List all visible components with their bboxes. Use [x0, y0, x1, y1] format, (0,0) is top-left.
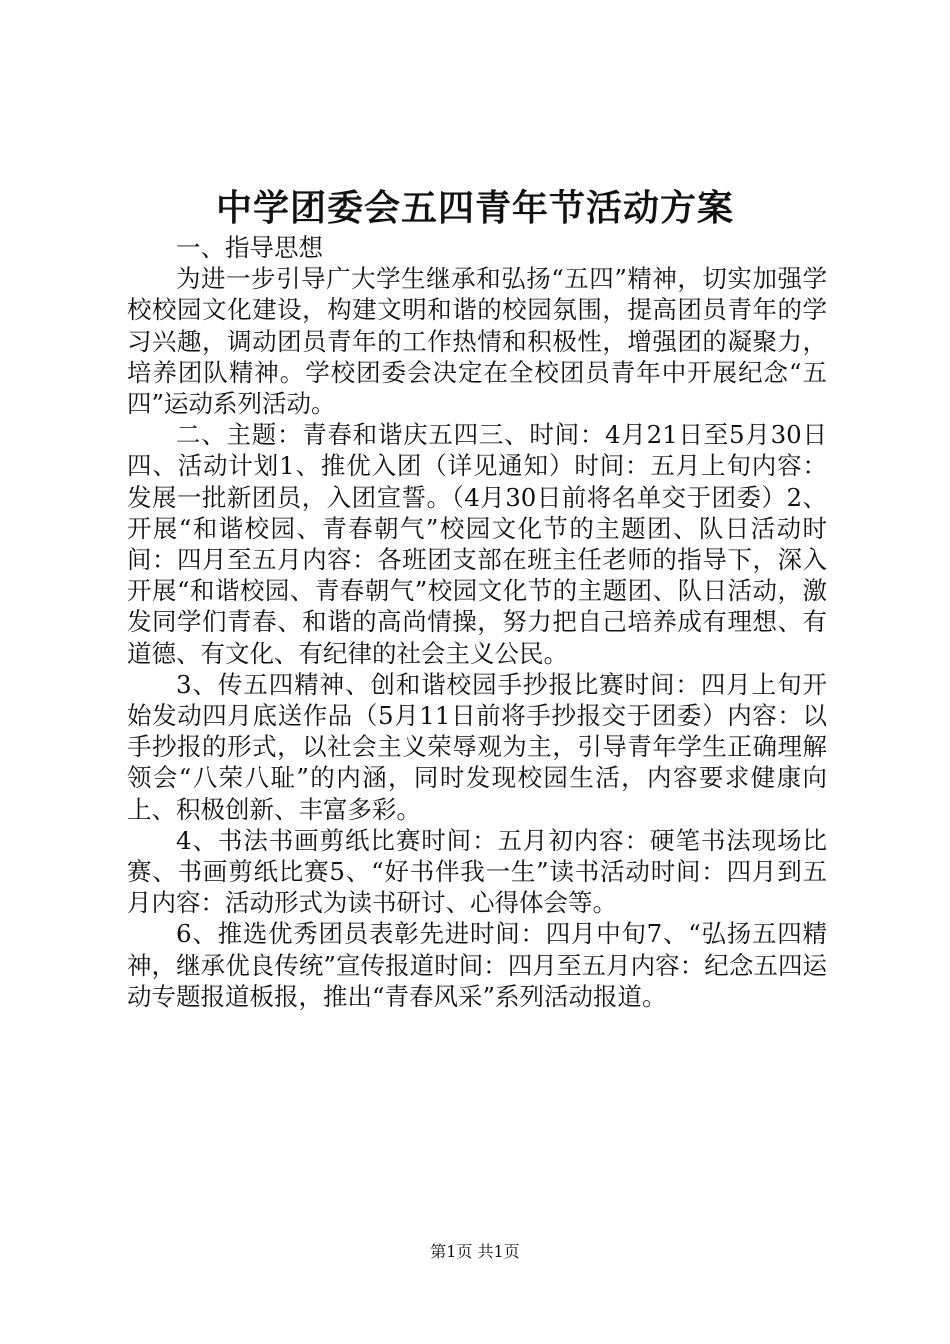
paragraph-guiding-ideology-heading: 一、指导思想 [176, 233, 323, 262]
document-body [127, 232, 827, 1012]
paragraph-guiding-ideology: 为进一步引导广大学生继承和弘扬“五四”精神，切实加强学校校园文化建设，构建文明和谐的校园氛围，提高团员青年的学习兴趣，调动团员青年的工作热情和积极性，增强团的凝聚力，培养团队精神。学校团委会决定在全校团员青年中开展纪念“五四”运动系列活动。 [127, 264, 827, 419]
paragraph-commendation-publicity: 6、推选优秀团员表彰先进时间：四月中旬7、“弘扬五四精神，继承优良传统”宣传报道时间：四月至五月内容：纪念五四运动专题报道板报，推出“青春风采”系列活动报道。 [127, 919, 827, 1011]
paragraph-theme-time-plan: 二、主题：青春和谐庆五四三、时间：4月21日至5月30日四、活动计划1、推优入团（详见通知）时间：五月上旬内容：发展一批新团员，入团宣誓。（4月30日前将名单交于团委）2、开展“和谐校园、青春朝气”校园文化节的主题团、队日活动时间：四月至五月内容：各班团支部在班主任老师的指导下，深入开展“和谐校园、青春朝气”校园文化节的主题团、队日活动，激发同学们青春、和谐的高尚情操，努力把自己培养成有理想、有道德、有文化、有纪律的社会主义公民。 [127, 420, 827, 668]
document-title: 中学团委会五四青年节活动方案 [215, 187, 734, 229]
paragraph-calligraphy-reading: 4、书法书画剪纸比赛时间：五月初内容：硬笔书法现场比赛、书画剪纸比赛5、“好书伴我一生”读书活动时间：四月到五月内容：活动形式为读书研讨、心得体会等。 [127, 825, 827, 918]
page-number-footer: 第1页 共1页 [430, 1242, 520, 1261]
paragraph-handwritten-newspaper: 3、传五四精神、创和谐校园手抄报比赛时间：四月上旬开始发动四月底送作品（5月11日前将手抄报交于团委）内容：以手抄报的形式，以社会主义荣辱观为主，引导青年学生正确理解领会“八荣八耻”的内涵，同时发现校园生活，内容要求健康向上、积极创新、丰富多彩。 [127, 669, 827, 824]
